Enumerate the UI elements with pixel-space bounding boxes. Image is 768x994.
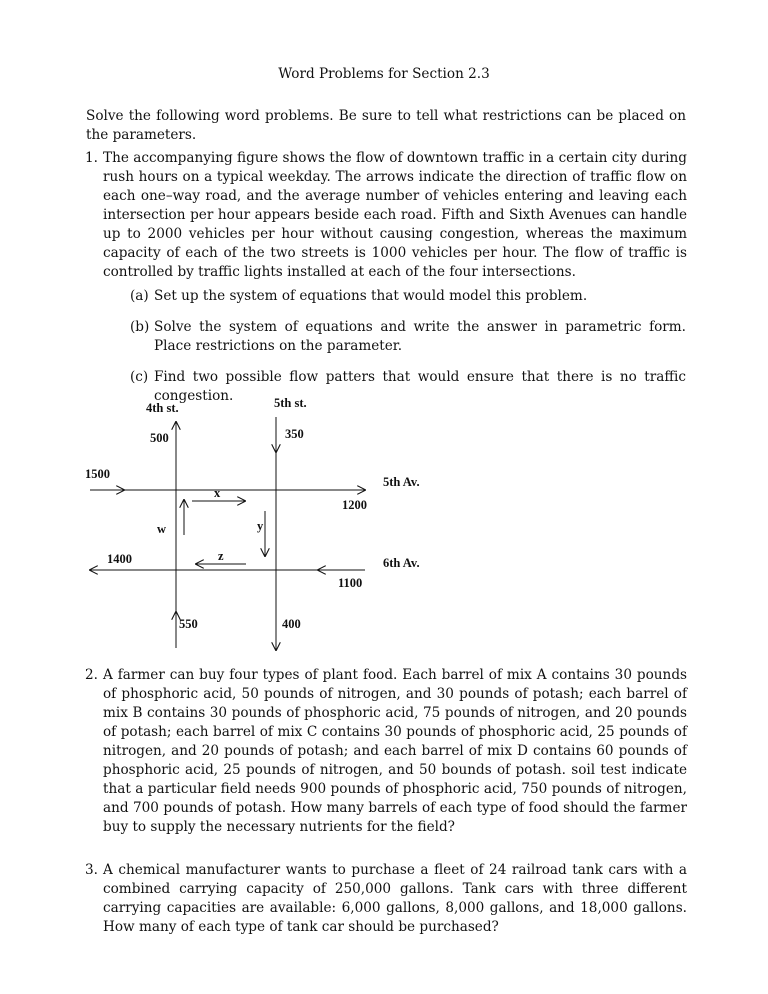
label-350: 350 bbox=[285, 427, 304, 441]
problem-number: 1. bbox=[85, 150, 98, 166]
label-6th-avenue: 6th Av. bbox=[383, 556, 420, 570]
intro-text: Solve the following word problems. Be sure to tell what restrictions can be placed on the parameters. bbox=[86, 108, 686, 143]
label-1500: 1500 bbox=[85, 467, 110, 481]
problem-number: 3. bbox=[85, 862, 98, 878]
problem-3 bbox=[85, 861, 687, 937]
label-1200: 1200 bbox=[342, 498, 367, 512]
problem-2 bbox=[85, 666, 687, 837]
label-5th-street: 5th st. bbox=[274, 396, 307, 410]
label-1400: 1400 bbox=[107, 552, 132, 566]
problem-text: A chemical manufacturer wants to purchase a fleet of 24 railroad tank cars with a combined carrying capacity of 250,000 gallons. Tank cars with three different carrying capacities are available: 6,000 gallons, 8,000 gallons, and 18,000 gallons. How many of each type of tank car should be purchased? bbox=[103, 862, 687, 935]
label-y: y bbox=[257, 519, 264, 533]
part-label: (b) bbox=[130, 319, 150, 335]
problem-number: 2. bbox=[85, 667, 98, 683]
label-z: z bbox=[218, 549, 224, 563]
label-x: x bbox=[214, 486, 221, 500]
label-5th-avenue: 5th Av. bbox=[383, 475, 420, 489]
label-1100: 1100 bbox=[338, 576, 363, 590]
label-4th-street: 4th st. bbox=[146, 401, 179, 415]
page-title: Word Problems for Section 2.3 bbox=[278, 66, 490, 82]
part-text: Set up the system of equations that would model this problem. bbox=[154, 288, 588, 304]
part-text: Find two possible flow patters that would ensure that there is no traffic congestion. bbox=[154, 369, 686, 404]
part-text: Solve the system of equations and write the answer in parametric form. Place restrictions on the parameter. bbox=[154, 319, 686, 354]
problem-text: A farmer can buy four types of plant food. Each barrel of mix A contains 30 pounds of phosphoric acid, 50 pounds of nitrogen, and 30 pounds of potash; each barrel of mix B contains 30 pounds of phosphoric acid, 75 pounds of nitrogen, and 20 pounds of potash; each barrel of mix C contains 30 pounds of phosphoric acid, 25 pounds of nitrogen, and 20 pounds of potash; and each barrel of mix D contains 60 pounds of phosphoric acid, 25 pounds of nitrogen, and 50 bounds of potash. soil test indicate that a particular field needs 900 pounds of phosphoric acid, 750 pounds of nitrogen, and 700 pounds of potash. How many barrels of each type of food should the farmer buy to supply the necessary nutrients for the field? bbox=[103, 667, 687, 835]
label-500: 500 bbox=[150, 431, 169, 445]
label-w: w bbox=[157, 522, 167, 536]
label-400: 400 bbox=[282, 617, 301, 631]
part-label: (c) bbox=[130, 369, 149, 385]
label-550: 550 bbox=[179, 617, 198, 631]
problem-text: The accompanying figure shows the flow of downtown traffic in a certain city during rush hours on a typical weekday. The arrows indicate the direction of traffic flow on each one–way road, and the average number of vehicles entering and leaving each intersection per hour appears beside each road. Fifth and Sixth Avenues can handle up to 2000 vehicles per hour without causing congestion, whereas the maximum capacity of each of the two streets is 1000 vehicles per hour. The flow of traffic is controlled by traffic lights installed at each of the four intersections. bbox=[103, 150, 687, 280]
part-label: (a) bbox=[130, 288, 149, 304]
